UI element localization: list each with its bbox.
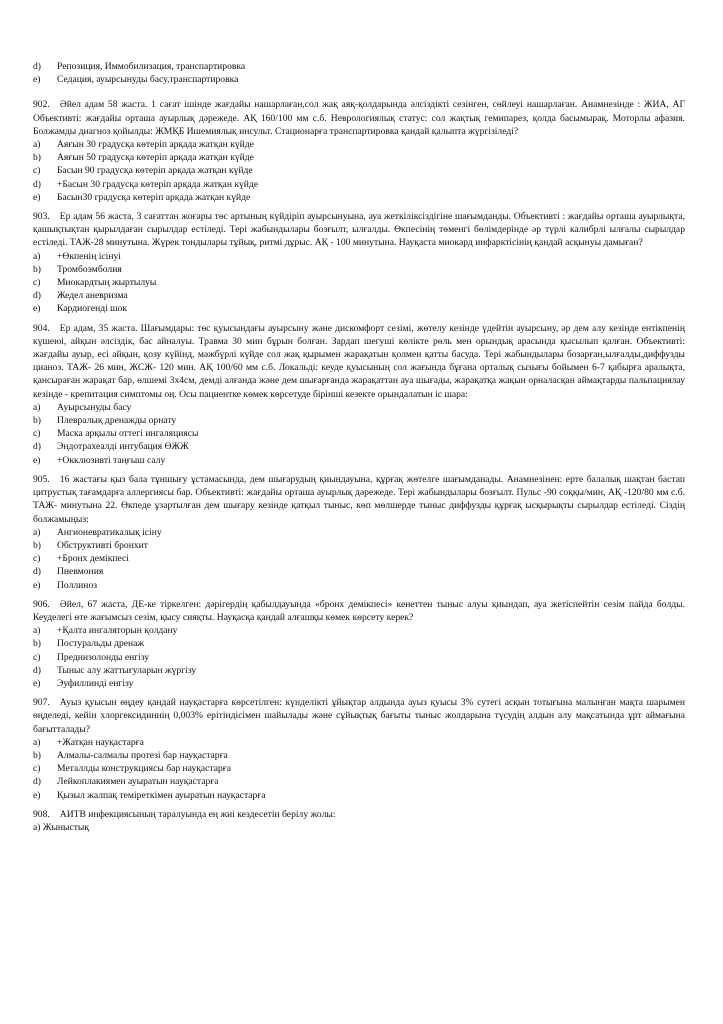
- option-letter: b): [33, 263, 41, 275]
- question-906: [33, 598, 685, 690]
- option-text: Постуральды дренаж: [57, 638, 145, 650]
- option-letter: а): [33, 821, 41, 833]
- question-number: 904.: [33, 322, 50, 334]
- answer-option: [33, 178, 685, 191]
- option-letter: d): [33, 664, 41, 676]
- option-letter: e): [33, 454, 41, 466]
- question-text: Әйел адам 58 жаста. 1 сағат ішінде жағдайы нашарлаған,сол жақ аяқ-қолдарында әлсіздікті сезінген, сөйлеуі нашарлаған. Анамнезінде : ЖИА, АГ Объективті: жағдайы орташа ауырлық дәрежеде. АҚ 160/100 мм с.б. Неврологиялық статус: сол жақтық гемипарез, қолда басымырақ. Моторлы афазия. Болжамды диагноз қойылды: ЖМҚБ Ишемиялық инсульт. Стационарға транспартировка қандай қалыпта жүргізіледі?: [33, 99, 685, 137]
- option-text: Миокардтың жыртылуы: [57, 277, 157, 289]
- answer-option: [33, 775, 685, 788]
- answer-option: [33, 164, 685, 177]
- question-number: 902.: [33, 99, 50, 111]
- option-letter: d): [33, 290, 41, 302]
- option-letter: c): [33, 165, 41, 177]
- question-text: 16 жастағы қыз бала тұншығу ұстамасында, дем шығарудың қиындауына, құрғақ жөтелге шағымданады. Анамнезінен: ерте балалық шақтан бастап цитрустық тағамдарға аллергиясы бар. Объективті: жағдайы орташа ауырлық дәрежеде. Тері жабындылары бозғылт. Пульс -90 соққы/мин, АҚ -120/80 мм с.б. ТАЖ- минутына 22. Өкпеде ұзартылған дем шығару кезінде қатқыл тыныс, көп мөлшерде тыныс диффузды құрғақ ысқырықты сырылдар естіледі. Сіздің болжамыңыз:: [33, 473, 685, 525]
- question-905: [33, 473, 685, 592]
- question-number: 908.: [33, 808, 50, 820]
- option-letter: a): [33, 526, 41, 538]
- option-text: +Өкпенің ісінуі: [57, 250, 121, 262]
- answer-option: [33, 637, 685, 650]
- question-908: [33, 808, 685, 834]
- option-letter: a): [33, 250, 41, 262]
- answer-option: [33, 651, 685, 664]
- option-letter: e): [33, 789, 41, 801]
- option-letter: a): [33, 139, 41, 151]
- question-902: [33, 98, 685, 204]
- question-stem: [33, 98, 685, 138]
- option-text: Лейкоплакиямен ауыратын науқастарға: [57, 776, 219, 788]
- question-907: [33, 696, 685, 802]
- answer-option: [33, 789, 685, 802]
- question-stem: [33, 598, 685, 624]
- option-text: +Қалта ингаляторын қолдану: [57, 625, 178, 637]
- option-text: Жыныстық: [42, 821, 90, 833]
- option-letter: b): [33, 749, 41, 761]
- question-text: Әйел, 67 жаста, ДЕ-ке тіркелген: дәрігердің қабылдауында «бронх демікпесі» кенеттен тыныс алуы қиындап, ауа жетіспейтін сезім пайда болды. Кеуделегі өте жағымсыз сезім, қысу сияқты. Науқасқа қандай алғашқы көмек көрсету керек?: [33, 598, 685, 623]
- option-text: +Окклюзивті таңғыш салу: [57, 454, 166, 466]
- option-letter: e): [33, 74, 41, 86]
- top-options: [33, 60, 685, 86]
- option-letter: d): [33, 441, 41, 453]
- answer-option: [33, 552, 685, 565]
- option-letter: e): [33, 677, 41, 689]
- option-letter: c): [33, 277, 41, 289]
- option-text: Плевралық дренажды орнату: [57, 415, 177, 427]
- option-text: Тромбоэмболия: [57, 263, 122, 275]
- answer-option: [33, 401, 685, 414]
- answer-option: [33, 565, 685, 578]
- option-letter: b): [33, 415, 41, 427]
- option-text: Ауырсынуды басу: [57, 401, 132, 413]
- question-904: [33, 322, 685, 467]
- question-text: Ауыз қуысын өңдеу қандай науқастарға көрсетілген: күнделікті ұйықтар алдында ауыз қуысы 3% сутегі асқын тотығына малынған мақта шарымен өңделеді, кейін хлоргексидиннің 0,003% ерітіндісімен шайылады және сұйықтық бағыты тыныс жолдарына түсудің алдын алу мақсатында ұрт аймағына бағытталады?: [33, 697, 685, 735]
- option-text: Преднизолонды енгізу: [57, 651, 150, 663]
- option-text: Пневмония: [57, 566, 104, 578]
- option-letter: b): [33, 539, 41, 551]
- option-letter: a): [33, 401, 41, 413]
- option-letter: e): [33, 191, 41, 203]
- option-text: +Жатқан науқастарға: [57, 736, 144, 748]
- question-number: 906.: [33, 598, 50, 610]
- question-number: 903.: [33, 211, 50, 223]
- option-letter: e): [33, 579, 41, 591]
- option-text: Эуфиллинді енгізу: [57, 677, 134, 689]
- answer-option: [33, 191, 685, 204]
- question-number: 905.: [33, 473, 50, 485]
- answer-option: [33, 736, 685, 749]
- question-text: Ер адам, 35 жаста. Шағымдары: төс қуысындағы ауырсыну және дискомфорт сезімі, жөтелу кезінде үдейтін ауырсыну, әр дем алу кезінде ентікпенің күшеюі, айқын әлсіздік, бас айналуы. Травма 30 мин бұрын болған. Зардап шегуші көлікте рөль мен орындық арасында қысылып қалған. Объективті: жағдайы ауыр, есі айқын, қозу күйінд, мәжбүрлі күйде сол жақ қырымен жарақатын қолмен қатты басуда. Тері жабындылары бозарған,ылғалды,диффузды цианоз. ТАЖ- 26 мин, ЖСЖ- 120 мин. АҚ 100/60 мм с.б. Локальді: кеуде қуысының сол жағында бұғана орталық сызығы бойымен 6-7 қабырға аралықта, қансыраған жарақат бар, өлшемі 3х4см, демді алғанда және дем шығарғанда жарақаттан ауа шығады, жарақатқа жақын орналасқан аймақтарды пальпациялау кезінде - крепитация симптомы оң. Осы пациентке көмек көрсетуде бірінші кезекте орындалатын іс шара:: [33, 322, 685, 400]
- option-text: Седация, ауырсынуды басу,транспартировка: [57, 74, 239, 86]
- answer-option: [33, 762, 685, 775]
- answer-option: [33, 289, 685, 302]
- answer-option: [33, 440, 685, 453]
- answer-option: [33, 138, 685, 151]
- answer-option: [33, 677, 685, 690]
- option-letter: c): [33, 763, 41, 775]
- answer-option: [33, 821, 685, 834]
- option-letter: c): [33, 651, 41, 663]
- option-text: Обструктивті бронхит: [57, 539, 148, 551]
- answer-option: [33, 60, 685, 73]
- question-number: 907.: [33, 697, 50, 709]
- question-stem: [33, 696, 685, 736]
- answer-option: [33, 427, 685, 440]
- answer-option: [33, 749, 685, 762]
- answer-option: [33, 664, 685, 677]
- option-text: +Басын 30 градусқа көтеріп арқада жатқан күйде: [57, 178, 259, 190]
- option-letter: d): [33, 178, 41, 190]
- answer-option: [33, 276, 685, 289]
- answer-option: [33, 539, 685, 552]
- document-page: [33, 60, 685, 834]
- option-text: Кардиогенді шок: [57, 303, 128, 315]
- option-text: Қызыл жалпақ теміреткімен ауыратын науқастарға: [57, 789, 266, 801]
- option-text: Тыныс алу жаттығуларын жүргізу: [57, 664, 197, 676]
- option-text: Басын 90 градусқа көтеріп арқада жатқан күйде: [57, 165, 253, 177]
- option-letter: b): [33, 638, 41, 650]
- option-text: Басын30 градусқа көтеріп арқада жатқан күйде: [57, 191, 251, 203]
- option-letter: e): [33, 303, 41, 315]
- option-text: Металлды конструкциясы бар науқастарға: [57, 763, 231, 775]
- option-letter: d): [33, 61, 41, 72]
- option-text: Поллиноз: [57, 579, 98, 591]
- option-letter: d): [33, 566, 41, 578]
- answer-option: [33, 250, 685, 263]
- question-text: АИТВ инфекциясының таралуында ең жиі кездесетін берілу жолы:: [59, 808, 336, 820]
- answer-option: [33, 579, 685, 592]
- option-text: +Бронх демікпесі: [57, 553, 129, 565]
- answer-option: [33, 414, 685, 427]
- answer-option: [33, 624, 685, 637]
- option-text: Аяғын 30 градусқа көтеріп арқада жатқан күйде: [57, 139, 254, 151]
- answer-option: [33, 454, 685, 467]
- answer-option: [33, 263, 685, 276]
- answer-option: [33, 526, 685, 539]
- answer-option: [33, 302, 685, 315]
- option-text: Маска арқылы оттегі ингаляциясы: [57, 428, 199, 440]
- question-stem: [33, 808, 685, 821]
- option-letter: b): [33, 152, 41, 164]
- question-stem: [33, 473, 685, 526]
- option-letter: c): [33, 553, 41, 565]
- option-letter: a): [33, 736, 41, 748]
- option-letter: a): [33, 625, 41, 637]
- option-text: Алмалы-салмалы протезі бар науқастарға: [57, 749, 228, 761]
- option-text: Аяғын 50 градусқа көтеріп арқада жатқан күйде: [57, 152, 254, 164]
- question-903: [33, 210, 685, 316]
- option-text: Ангионевратикалық ісіну: [57, 526, 162, 538]
- question-stem: [33, 322, 685, 401]
- question-stem: [33, 210, 685, 250]
- answer-option: [33, 73, 685, 86]
- option-text: Эндотрахеалді интубация ӨЖЖ: [57, 441, 189, 453]
- question-text: Ер адам 56 жаста, 3 сағаттан жоғары төс артының күйдіріп ауырсынуына, ауа жеткіліксіздігіне шағымданды. Объективті : жағдайы орташа ауырлықта, қашықтықтан қырылдаған сырылдар естіледі. Тері жабындылары бозғылт, ылғалды. Өкпесінің төменгі бөлімдерінде әр түрлі калибрлі ылғалы сырылдар естіледі. ТАЖ-28 минутына. Жүрек тондылары тұйық, ритмі дұрыс. АҚ - 100 минутына. Науқаста миокард инфарктісінің қандай асқынуы дамыған?: [33, 211, 685, 249]
- option-letter: c): [33, 428, 41, 440]
- option-text: Жедел аневризма: [57, 290, 128, 302]
- option-text: Репозиция, Иммобилизация, транспартировка: [57, 61, 246, 72]
- answer-option: [33, 151, 685, 164]
- option-letter: d): [33, 776, 41, 788]
